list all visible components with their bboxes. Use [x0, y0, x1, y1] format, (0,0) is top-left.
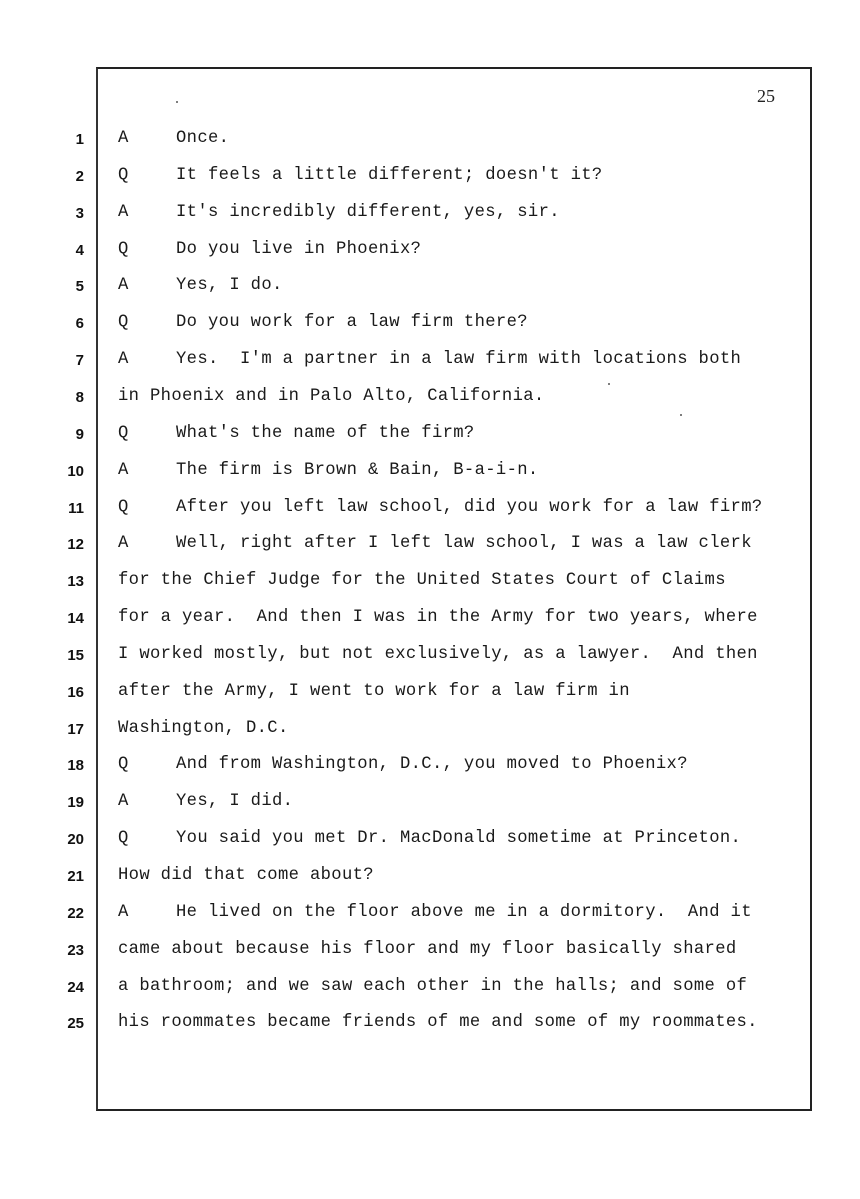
line-number: 23: [67, 941, 84, 959]
transcript-line: [118, 866, 374, 885]
transcript-line: [118, 461, 539, 480]
speaker-label: Q: [118, 313, 129, 333]
line-number: 4: [75, 241, 84, 259]
scan-speck: [680, 414, 682, 416]
line-number: 21: [67, 868, 84, 885]
transcript-line: [118, 276, 283, 295]
line-text: How did that come about?: [118, 866, 374, 885]
line-text: Once.: [176, 129, 230, 148]
transcript-line: [118, 313, 528, 332]
line-text: Yes. I'm a partner in a law firm with locations both: [176, 350, 742, 370]
line-number: 6: [75, 315, 84, 333]
speaker-label: A: [118, 350, 129, 370]
transcript-line: [118, 424, 475, 443]
line-text: What's the name of the firm?: [176, 423, 475, 443]
scan-speck: [608, 383, 610, 385]
transcript-line: [118, 1013, 758, 1032]
line-number: 2: [75, 167, 84, 185]
line-text: a bathroom; and we saw each other in the halls; and some of: [118, 976, 748, 996]
line-text: Do you work for a law firm there?: [176, 313, 528, 333]
transcript-line: [118, 608, 758, 627]
transcript-line: [118, 903, 752, 922]
line-number: 25: [67, 1015, 84, 1033]
line-number: 20: [67, 831, 84, 849]
line-text: He lived on the floor above me in a dormitory. And it: [176, 902, 752, 922]
line-number: 11: [68, 499, 84, 517]
line-text: for a year. And then I was in the Army for two years, where: [118, 608, 758, 628]
line-number: 19: [67, 794, 84, 812]
transcript-line: [118, 129, 229, 148]
line-number: 10: [67, 462, 84, 480]
line-text: Yes, I did.: [176, 792, 294, 812]
line-text: The firm is Brown & Bain, B-a-i-n.: [176, 460, 539, 480]
speaker-label: Q: [118, 165, 129, 185]
speaker-label: Q: [118, 497, 129, 517]
transcript-line: [118, 719, 289, 738]
line-number: 12: [67, 536, 84, 554]
transcript-line: [118, 829, 741, 848]
speaker-label: Q: [118, 423, 129, 443]
line-text: came about because his floor and my floor basically shared: [118, 939, 737, 959]
transcript-line: [118, 792, 293, 811]
line-text: Well, right after I left law school, I was a law clerk: [176, 534, 752, 554]
line-text: After you left law school, did you work for a law firm?: [176, 497, 763, 517]
line-text: Washington, D.C.: [118, 718, 289, 738]
line-text: after the Army, I went to work for a law firm in: [118, 681, 630, 701]
transcript-line: [118, 387, 545, 406]
transcript-line: [118, 240, 421, 259]
transcript-line: [118, 166, 603, 185]
line-number: 16: [67, 683, 84, 701]
speaker-label: A: [118, 792, 129, 812]
line-number: 5: [75, 278, 84, 296]
line-text: I worked mostly, but not exclusively, as a lawyer. And then: [118, 644, 758, 664]
transcript-line: [118, 645, 758, 664]
speaker-label: A: [118, 202, 129, 222]
line-number: 3: [75, 204, 84, 222]
transcript-line: [118, 682, 630, 701]
transcript-line: [118, 940, 737, 959]
speaker-label: A: [118, 902, 129, 922]
line-number: 17: [67, 720, 84, 738]
line-text: And from Washington, D.C., you moved to Phoenix?: [176, 755, 688, 775]
line-number: 14: [67, 610, 84, 628]
line-number: 15: [67, 646, 84, 664]
line-number: 1: [75, 131, 84, 148]
transcript-line: [118, 571, 726, 590]
transcript-line: [118, 498, 763, 517]
speaker-label: A: [118, 129, 129, 148]
transcript-line: [118, 977, 747, 996]
scan-speck: [176, 101, 178, 103]
line-text: his roommates became friends of me and some of my roommates.: [118, 1013, 758, 1033]
line-number: 9: [75, 425, 84, 443]
transcript-line: [118, 534, 752, 553]
transcript-line: [118, 203, 560, 222]
line-text: Yes, I do.: [176, 276, 283, 296]
line-number: 22: [67, 904, 84, 922]
speaker-label: Q: [118, 755, 129, 775]
line-text: You said you met Dr. MacDonald sometime at Princeton.: [176, 829, 742, 849]
line-number: 8: [75, 388, 84, 406]
line-number: 24: [67, 978, 84, 996]
speaker-label: Q: [118, 829, 129, 849]
line-text: in Phoenix and in Palo Alto, California.: [118, 386, 545, 406]
line-number: 13: [67, 573, 84, 591]
line-text: Do you live in Phoenix?: [176, 239, 422, 259]
page-number: 25: [757, 86, 775, 106]
speaker-label: A: [118, 460, 129, 480]
line-number: 7: [75, 352, 84, 370]
speaker-label: A: [118, 534, 129, 554]
speaker-label: A: [118, 276, 129, 296]
transcript-line: [118, 755, 688, 774]
speaker-label: Q: [118, 239, 129, 259]
line-number: 18: [67, 757, 84, 775]
transcript-line: [118, 350, 741, 369]
line-text: It's incredibly different, yes, sir.: [176, 202, 560, 222]
line-text: It feels a little different; doesn't it?: [176, 165, 603, 185]
line-text: for the Chief Judge for the United States Court of Claims: [118, 571, 726, 591]
